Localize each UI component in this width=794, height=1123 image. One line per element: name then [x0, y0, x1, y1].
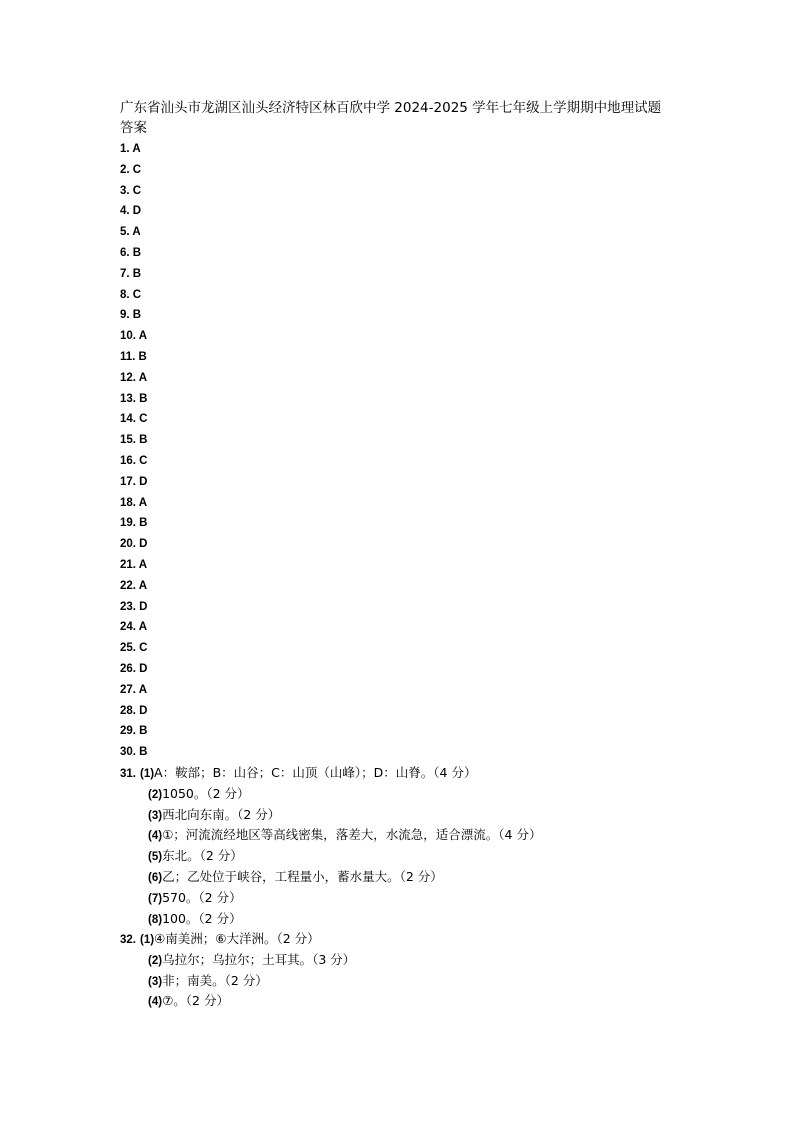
question-32-row-4 [120, 991, 355, 1012]
answer-item: 12. A [120, 371, 148, 384]
part-text: 乙；乙处位于峡谷，工程量小，蓄水量大。（2 分） [162, 868, 443, 884]
part-label: (1) [139, 934, 155, 946]
part-label: (3) [148, 809, 163, 822]
question-number: 31. [120, 768, 136, 780]
answer-item: 29. B [120, 725, 148, 738]
part-text: 570。（2 分） [162, 889, 242, 905]
part-text: ④南美洲；⑥大洋洲。（2 分） [154, 931, 320, 946]
answer-item: 8. C [120, 288, 142, 301]
part-label: (4) [148, 996, 163, 1009]
answer-item: 28. D [120, 704, 148, 717]
part-label: (2) [148, 954, 163, 967]
question-31-answer [120, 763, 541, 929]
answer-item: 9. B [120, 309, 142, 322]
document-title [120, 98, 720, 138]
answer-item: 7. B [120, 267, 142, 280]
part-text: 乌拉尔；乌拉尔；土耳其。（3 分） [162, 951, 356, 967]
answer-item: 18. A [120, 496, 148, 509]
answer-item: 14. C [120, 413, 148, 426]
answer-item: 25. C [120, 642, 148, 655]
question-31-row-5 [120, 846, 541, 867]
part-text: 东北。（2 分） [162, 848, 243, 864]
answer-item: 22. A [120, 579, 148, 592]
answer-item: 10. A [120, 330, 148, 343]
question-32-answer [120, 929, 355, 1012]
part-label: (5) [148, 851, 163, 864]
answer-item: 19. B [120, 517, 148, 530]
title-line-2: 答案 [120, 120, 147, 136]
question-number: 32. [120, 934, 136, 946]
question-31-row-8 [120, 909, 541, 930]
title-line-1: 广东省汕头市龙湖区汕头经济特区林百欣中学 2024-2025 学年七年级上学期期中地理试题 [120, 100, 662, 116]
answer-item: 4. D [120, 205, 142, 218]
part-label: (1) [139, 768, 155, 780]
part-text: 100。（2 分） [162, 910, 242, 926]
part-text: 非；南美。（2 分） [162, 972, 268, 988]
answer-item: 3. C [120, 184, 142, 197]
answer-item: 5. A [120, 226, 141, 239]
part-text: ⑦。（2 分） [162, 993, 229, 1009]
answer-item: 17. D [120, 475, 148, 488]
part-text: 西北向东南。（2 分） [162, 806, 281, 822]
answer-item: 24. A [120, 621, 148, 634]
question-31-row-3 [120, 805, 541, 826]
answer-item: 20. D [120, 538, 148, 551]
answer-item: 30. B [120, 746, 148, 759]
question-32-row-1 [120, 929, 355, 950]
question-31-row-4 [120, 825, 541, 846]
part-label: (6) [148, 871, 163, 884]
answer-item: 13. B [120, 392, 148, 405]
part-label: (7) [148, 892, 163, 905]
multiple-choice-answers [120, 139, 148, 763]
question-31-row-2 [120, 784, 541, 805]
part-label: (3) [148, 975, 163, 988]
part-label: (4) [148, 830, 163, 843]
question-31-row-7 [120, 888, 541, 909]
answer-item: 15. B [120, 434, 148, 447]
answer-item: 2. C [120, 163, 142, 176]
answer-item: 1. A [120, 143, 141, 155]
question-32-row-3 [120, 971, 355, 992]
answer-item: 23. D [120, 600, 148, 613]
answer-item: 21. A [120, 558, 148, 571]
part-text: ①；河流流经地区等高线密集，落差大，水流急，适合漂流。（4 分） [162, 827, 542, 843]
answer-item: 26. D [120, 662, 148, 675]
part-label: (8) [148, 913, 163, 926]
question-31-row-6 [120, 867, 541, 888]
answer-item: 27. A [120, 683, 148, 696]
part-text: A：鞍部；B：山谷；C：山顶（山峰）；D：山脊。（4 分） [154, 765, 477, 780]
question-32-row-2 [120, 950, 355, 971]
answer-item: 16. C [120, 454, 148, 467]
part-text: 1050。（2 分） [162, 785, 250, 801]
part-label: (2) [148, 788, 163, 801]
answer-item: 11. B [120, 350, 147, 363]
answer-item: 6. B [120, 246, 142, 259]
question-31-row-1 [120, 763, 541, 784]
